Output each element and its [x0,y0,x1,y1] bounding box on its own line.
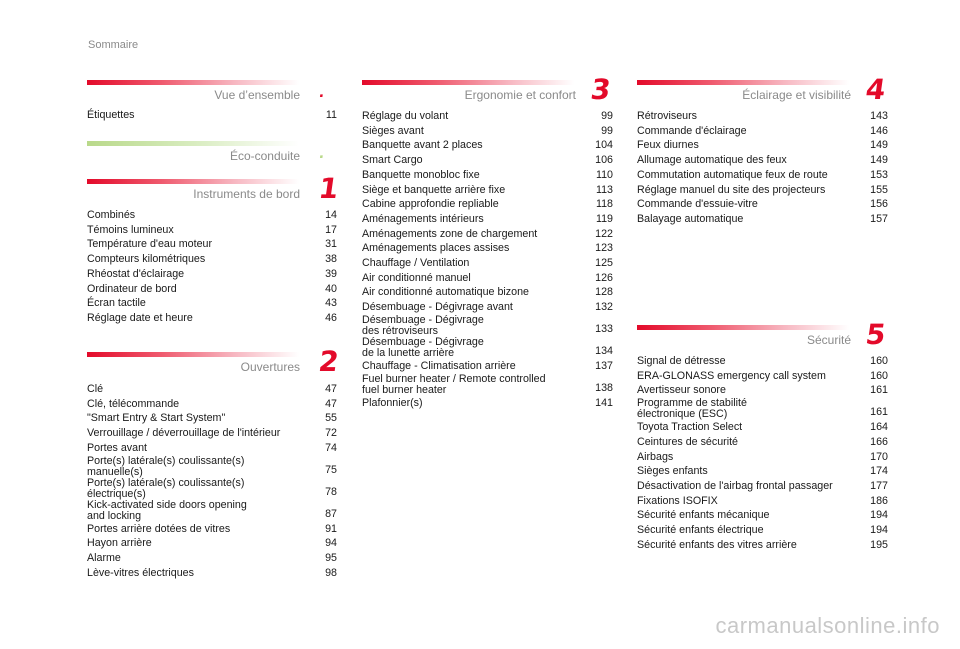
toc-entry [362,138,613,153]
toc-entry-page: 47 [325,397,337,410]
toc-entry [362,227,613,242]
section-band [362,80,574,85]
toc-entry-page: 161 [870,384,888,397]
toc-entry [637,508,888,523]
toc-entry-title: Témoins lumineux [87,223,174,236]
toc-entry-title: Désembuage - Dégivrage de la lunette arrière [362,335,484,359]
toc-entry-page: 119 [595,212,613,225]
toc-entry-title: Rhéostat d'éclairage [87,267,185,280]
toc-entry-title: Feux diurnes [637,139,699,152]
toc-entry-title: Siège et banquette arrière fixe [362,183,506,196]
toc-entry-page: 160 [870,369,888,382]
toc-entry [637,212,888,227]
page-title: Sommaire [88,39,139,51]
section-number: 1 [316,172,341,205]
toc-entry [362,212,613,227]
column-middle [362,73,613,500]
toc-entry [87,426,337,441]
toc-entry-title: Sièges avant [362,124,424,137]
section-band [637,325,849,330]
toc-entry [637,435,888,450]
toc-entry [87,108,337,123]
toc-entry [87,411,337,426]
toc-entry [637,464,888,479]
toc-entry-page: 74 [325,441,337,454]
toc-entry [87,456,337,478]
toc-entry [87,536,337,551]
toc-entry [87,397,337,412]
toc-entry-title: Compteurs kilométriques [87,253,206,266]
toc-entry-page: 94 [325,537,337,550]
toc-entry-title: Allumage automatique des feux [637,154,787,167]
toc-entry [362,285,613,300]
column-right [637,73,888,580]
toc-entry-page: 118 [595,198,613,211]
toc-entry-title: Ceintures de sécurité [637,435,738,448]
toc-entry-title: Écran tactile [87,297,146,310]
section-title: Éclairage et visibilité [742,88,851,102]
toc-entry [87,551,337,566]
toc-entry [637,109,888,124]
toc-entry-page: 194 [870,509,888,522]
toc-entry [637,420,888,435]
toc-entry-page: 141 [595,396,613,409]
toc-entry-page: 55 [325,412,337,425]
toc-entry-page: 170 [870,450,888,463]
toc-entry-page: 149 [870,154,888,167]
toc-entry-title: Réglage date et heure [87,311,193,324]
toc-entry-title: Commutation automatique feux de route [637,168,828,181]
toc-entry-page: 38 [325,253,337,266]
toc-entry-page: 143 [870,110,888,122]
toc-entry-page: 104 [595,139,613,152]
section-number: 4 [863,73,888,106]
section-title: Ouvertures [240,360,300,374]
toc-entry-page: 186 [870,494,888,507]
section-title: Instruments de bord [193,187,300,201]
toc-entry [637,398,888,420]
toc-entry-title: Aménagements places assises [362,242,510,255]
toc-entry [362,124,613,139]
toc-entry-title: Combinés [87,209,136,221]
section-title: Sécurité [806,333,851,347]
toc-entry-title: Kick-activated side doors opening and locking [87,498,247,522]
toc-entry [637,124,888,139]
toc-entry-page: 95 [325,551,337,564]
toc-entry-title: Portes arrière dotées de vitres [87,522,231,535]
toc-entry-page: 46 [325,311,337,324]
toc-entry [87,311,337,326]
toc-entry-title: Ordinateur de bord [87,282,177,295]
toc-entry-title: Verrouillage / déverrouillage de l'intérieur [87,427,281,440]
toc-entry [362,374,613,396]
toc-entry-page: 99 [601,110,613,122]
toc-entry-page: 122 [595,227,613,240]
toc-entry [362,271,613,286]
toc-entry-title: Clé, télécommande [87,397,180,410]
toc-entry-title: Banquette monobloc fixe [362,168,480,181]
toc-entry [87,500,337,522]
toc-entry-title: Réglage manuel du site des projecteurs [637,183,826,196]
toc-entry-page: 134 [595,345,613,358]
toc-entry-page: 11 [325,109,337,121]
toc-entry [87,478,337,500]
toc-entry-title: Toyota Traction Select [637,421,743,434]
toc-entry-page: 125 [595,257,613,270]
toc-entry [87,252,337,267]
toc-entry-page: 157 [870,212,888,225]
toc-entry-title: Chauffage - Climatisation arrière [362,359,516,372]
toc-entry-page: 132 [595,301,613,314]
toc-entry-title: Cabine approfondie repliable [362,198,499,211]
entry-list [362,109,613,410]
toc-entry-page: 194 [870,524,888,537]
toc-entry-page: 87 [325,507,337,520]
toc-entry-page: 177 [870,479,888,492]
toc-entry [362,337,613,359]
toc-entry [637,183,888,198]
section-number: . [317,146,326,162]
toc-entry-title: ERA-GLONASS emergency call system [637,369,826,382]
toc-entry [362,153,613,168]
toc-entry-title: Désactivation de l'airbag frontal passager [637,479,833,492]
toc-entry-page: 39 [325,267,337,280]
toc-entry [362,183,613,198]
toc-entry [87,267,337,282]
toc-entry-page: 31 [325,238,337,251]
toc-entry [87,223,337,238]
toc-entry [362,168,613,183]
toc-entry-page: 78 [325,485,337,498]
entry-list [87,108,337,123]
toc-entry [87,296,337,311]
toc-entry-page: 195 [870,538,888,551]
toc-entry [637,153,888,168]
toc-entry [362,241,613,256]
toc-entry [637,538,888,553]
entry-list [637,354,888,552]
toc-entry-title: Air conditionné manuel [362,271,471,284]
toc-entry-title: Réglage du volant [362,110,449,122]
toc-entry-page: 149 [870,139,888,152]
entry-list [87,208,337,326]
toc-entry [362,300,613,315]
toc-entry-page: 43 [325,297,337,310]
section-title: Vue d’ensemble [214,88,300,102]
toc-entry-title: Smart Cargo [362,154,423,167]
toc-entry-title: Étiquettes [87,109,135,121]
toc-entry-title: Aménagements zone de chargement [362,227,538,240]
toc-entry [637,354,888,369]
toc-entry-title: Commande d'éclairage [637,124,747,137]
toc-entry-page: 128 [595,286,613,299]
toc-entry-page: 72 [325,427,337,440]
toc-entry-page: 98 [325,566,337,579]
toc-entry-title: Rétroviseurs [637,110,697,122]
toc-entry-title: Porte(s) latérale(s) coulissante(s) manuelle(s) [87,454,245,478]
toc-entry-page: 164 [870,421,888,434]
toc-entry-page: 40 [325,282,337,295]
toc-entry-title: Clé [87,383,104,395]
toc-entry-title: Signal de détresse [637,355,726,367]
watermark: carmanualsonline.info [715,613,940,638]
toc-entry-title: Température d'eau moteur [87,238,213,251]
toc-entry-page: 160 [870,355,888,367]
toc-entry-page: 133 [595,323,613,336]
toc-entry [362,109,613,124]
toc-entry [362,396,613,411]
toc-entry-title: Air conditionné automatique bizone [362,286,529,299]
toc-entry-title: Plafonnier(s) [362,396,423,409]
toc-entry-title: Banquette avant 2 places [362,139,483,152]
toc-entry-title: Portes avant [87,441,148,454]
toc-entry-title: Fuel burner heater / Remote controlled fuel burner heater [362,372,546,396]
section-number: 2 [316,345,341,378]
toc-entry-page: 174 [870,465,888,478]
toc-entry-page: 123 [595,242,613,255]
toc-entry [637,197,888,212]
toc-entry-page: 91 [325,522,337,535]
toc-entry-page: 75 [325,463,337,476]
section-band [87,179,299,184]
toc-entry [637,523,888,538]
toc-entry [87,237,337,252]
toc-entry-title: Porte(s) latérale(s) coulissante(s) électrique(s) [87,476,245,500]
toc-entry [87,441,337,456]
toc-entry-page: 17 [325,223,337,236]
toc-entry-page: 155 [870,183,888,196]
toc-entry-page: 106 [595,154,613,167]
toc-entry [362,315,613,337]
toc-entry-title: Sièges enfants [637,465,708,478]
toc-entry [87,208,337,223]
section-title: Éco-conduite [229,149,300,163]
toc-entry-title: Sécurité enfants électrique [637,524,764,537]
toc-entry [637,138,888,153]
toc-entry-page: 14 [325,209,337,221]
toc-entry [637,369,888,384]
toc-entry-page: 47 [325,383,337,395]
toc-entry-title: Lève-vitres électriques [87,566,194,579]
toc-entry [637,168,888,183]
toc-entry [362,256,613,271]
toc-entry-title: Sécurité enfants mécanique [637,509,770,522]
section-band [637,80,849,85]
toc-entry-page: 138 [595,381,613,394]
toc-entry [362,197,613,212]
toc-entry-page: 156 [870,198,888,211]
toc-entry-page: 146 [870,124,888,137]
toc-entry-title: Fixations ISOFIX [637,494,718,507]
toc-entry-title: Programme de stabilité électronique (ESC) [637,397,747,421]
toc-entry-page: 99 [601,124,613,137]
toc-entry-title: Désembuage - Dégivrage avant [362,301,513,314]
toc-entry-title: "Smart Entry & Start System" [87,412,226,425]
toc-entry-page: 113 [595,183,613,196]
section-band [87,141,299,146]
toc-entry [362,359,613,374]
toc-entry [87,282,337,297]
section-number: 3 [588,73,613,106]
section-number: 5 [863,318,888,351]
toc-entry [87,522,337,537]
toc-entry-page: 161 [870,406,888,419]
section-band [87,352,299,357]
toc-entry [637,383,888,398]
toc-entry-title: Airbags [637,450,674,463]
toc-entry [637,479,888,494]
toc-entry-title: Commande d'essuie-vitre [637,198,758,211]
column-left [87,80,341,600]
toc-entry-title: Alarme [87,551,121,564]
toc-entry [87,382,337,397]
toc-entry-title: Aménagements intérieurs [362,212,484,225]
toc-entry-title: Désembuage - Dégivrage des rétroviseurs [362,313,484,337]
toc-entry-title: Chauffage / Ventilation [362,257,470,270]
toc-entry-page: 110 [595,168,613,181]
section-number: . [317,85,326,101]
toc-entry-title: Avertisseur sonore [637,384,726,397]
toc-entry-page: 166 [870,435,888,448]
toc-entry-title: Hayon arrière [87,537,152,550]
toc-entry-page: 126 [595,271,613,284]
toc-entry-page: 137 [595,359,613,372]
toc-entry-title: Balayage automatique [637,212,744,225]
toc-entry [637,494,888,509]
toc-entry-title: Sécurité enfants des vitres arrière [637,538,797,551]
entry-list [637,109,888,227]
section-band [87,80,299,85]
toc-entry-page: 153 [870,168,888,181]
section-title: Ergonomie et confort [464,88,576,102]
toc-entry [637,450,888,465]
entry-list [87,382,337,580]
toc-entry [87,566,337,581]
